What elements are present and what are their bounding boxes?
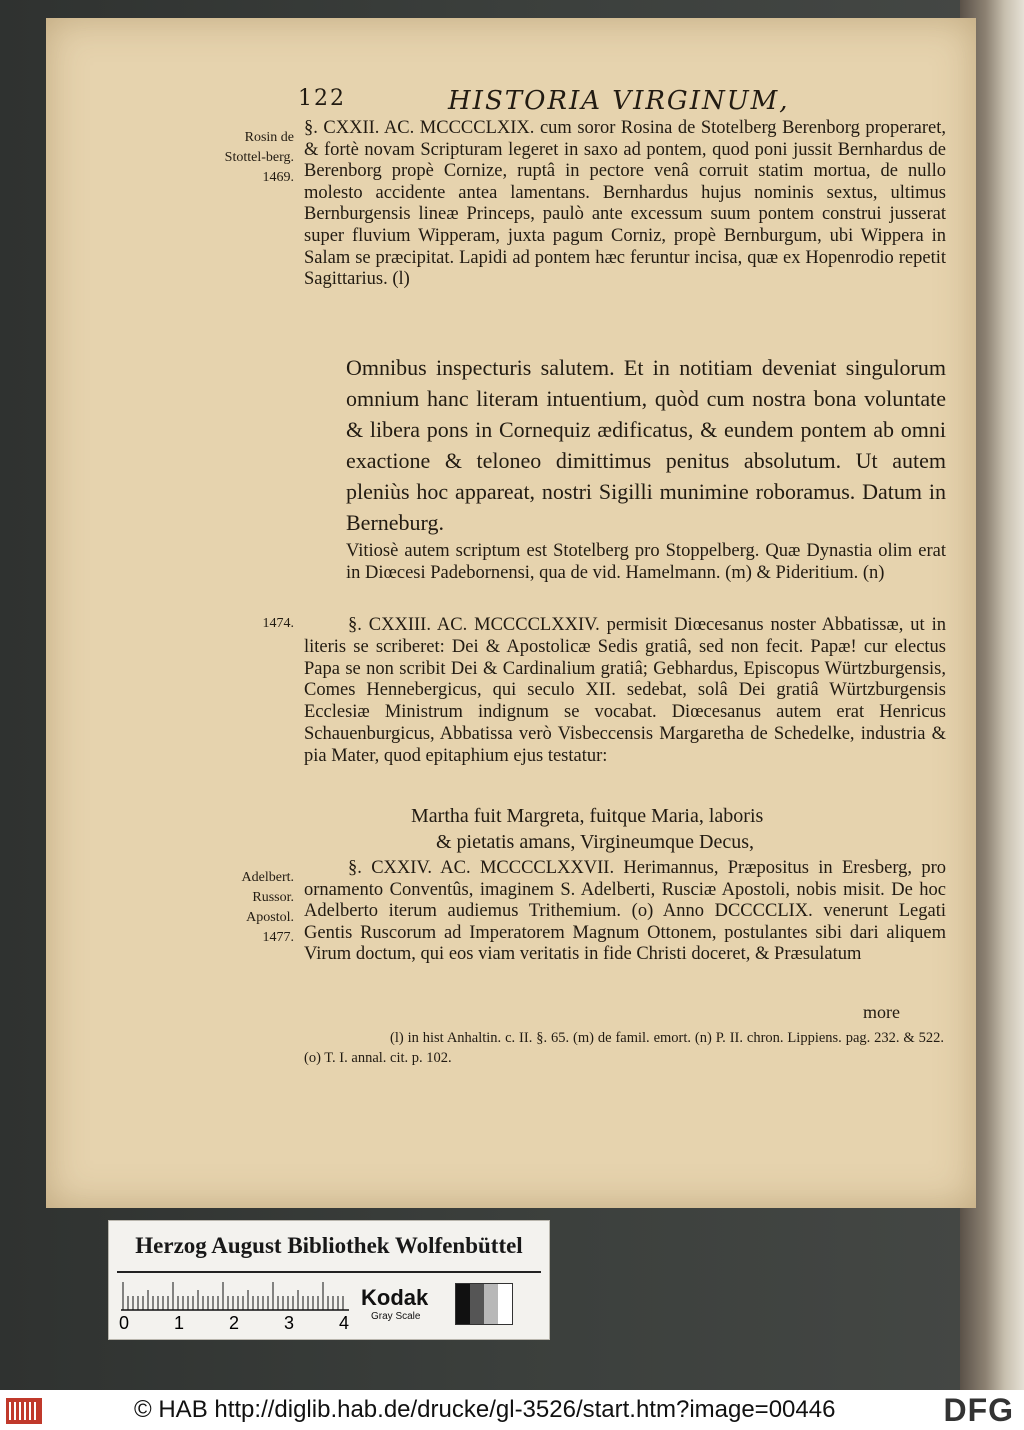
epitaph-line-2: & pietatis amans, Virgineumque Decus,	[436, 831, 754, 853]
running-title: HISTORIA VIRGINUM,	[448, 86, 790, 116]
swatch-white	[498, 1284, 512, 1324]
footnotes: (l) in hist Anhaltin. c. II. §. 65. (m) de famil. emort. (n) P. II. chron. Lippiens. pag. 232. & 522. (o) T. I. annal. cit. p. 102.	[304, 1030, 944, 1066]
margin-note-1474: 1474.	[262, 616, 294, 631]
ruler-number-3: 3	[284, 1313, 295, 1333]
ruler-numbers	[113, 1313, 353, 1333]
hab-logo-icon	[6, 1398, 42, 1424]
paragraph-cxxiv: §. CXXIV. AC. MCCCCLXXVII. Herimannus, Præpositus in Eresberg, pro ornamento Conventûs, imaginem S. Adelberti, Rusciæ Apostoli, nobis misit. De hoc Adelberto iterum audiemus Trithemium. (o) Anno DCCCCLIX. venerunt Legati Gentis Ruscorum ad Imperatorem Magnum Ottonem, postulantes sibi dari aliquem Virum doctum, qui eos viam veritatis in fide Christi doceret, & Præsulatum	[304, 858, 946, 965]
page-number: 122	[298, 86, 346, 111]
ruler-number-4: 4	[339, 1313, 350, 1333]
ruler-number-2: 2	[229, 1313, 240, 1333]
color-target-card	[108, 1220, 550, 1340]
paragraph-stotelberg: Vitiosè autem scriptum est Stotelberg pro Stoppelberg. Quæ Dynastia olim erat in Diœcesi Padebornensi, qua de vid. Hamelmann. (m) & Pideritium. (n)	[346, 541, 946, 583]
gray-scale-label: Gray Scale	[371, 1311, 421, 1322]
epitaph-line-1: Martha fuit Margreta, fuitque Maria, laboris	[411, 805, 764, 827]
library-name: Herzog August Bibliothek Wolfenbüttel	[135, 1233, 523, 1258]
margin-note-1469: Rosin de Stottel-berg. 1469.	[224, 130, 294, 185]
swatch-light-gray	[484, 1284, 498, 1324]
margin-note-1477: Adelbert. Russor. Apostol. 1477.	[241, 870, 294, 945]
ruler-scale	[121, 1281, 351, 1311]
copyright-url: © HAB http://diglib.hab.de/drucke/gl-3526/start.htm?image=00446	[134, 1396, 836, 1423]
gray-swatches	[455, 1283, 513, 1325]
paragraph-cxxii: §. CXXII. AC. MCCCCLXIX. cum soror Rosina de Stotelberg Berenborg properaret, & fortè novam Scripturam legeret in saxo ad pontem, quod poni jussit Bernhardus de Berenborg propè Cornize, ruptâ in pectore venâ corruit statim mortua, de nullo molesto accidente antea lamentans. Bernhardus hujus nominis sextus, ultimus Bernburgensis lineæ Princeps, paulò ante excessum suum pontem construi jusserat super fluvium Wipperam, juxta pagum Corniz, propè Bernburgum, ubi Wippera in Salam se præcipitat. Lapidi ad pontem hæc feruntur incisa, quæ ex Hopenrodio repetit Sagittarius. (l)	[304, 118, 946, 290]
dfg-logo: DFG	[943, 1392, 1014, 1428]
inscription-text: Omnibus inspecturis salutem. Et in notitiam deveniat singulorum omnium hanc literam intuentium, quòd cum nostra bona voluntate & libera pons in Cornequiz ædificatus, & eundem pontem ab omni exactione & teloneo dimittimus penitus absolutum. Ut autem pleniùs hoc appareat, nostri Sigilli munimine roboramus. Datum in Berneburg.	[346, 355, 946, 535]
footer-bar	[0, 1390, 1024, 1430]
card-divider	[117, 1271, 541, 1273]
ruler-number-1: 1	[174, 1313, 185, 1333]
swatch-dark-gray	[470, 1284, 484, 1324]
kodak-logo: Kodak	[361, 1285, 429, 1310]
document-page	[46, 18, 976, 1208]
catchword: more	[863, 1002, 900, 1022]
paragraph-cxxiii: §. CXXIII. AC. MCCCCLXXIV. permisit Diœcesanus noster Abbatissæ, ut in literis se scriberet: Dei & Apostolicæ Sedis gratiâ, sed non fecit. Papæ! cur electus Papa se non scribit Dei & Cardinalium gratiâ; Gebhardus, Episcopus Würtzburgensis, Comes Hennebergicus, qui seculo XII. sedebat, solâ Dei gratiâ Würtzburgensis Ecclesiæ Ministrum indignum se vocabat. Diœcesanus autem erat Henricus Schauenburgicus, Abbatissa verò Visbeccensis Margaretha de Schedelke, industria & pia Mater, quod epitaphium ejus testatur:	[304, 615, 946, 766]
ruler-number-0: 0	[119, 1313, 130, 1333]
swatch-black	[456, 1284, 470, 1324]
